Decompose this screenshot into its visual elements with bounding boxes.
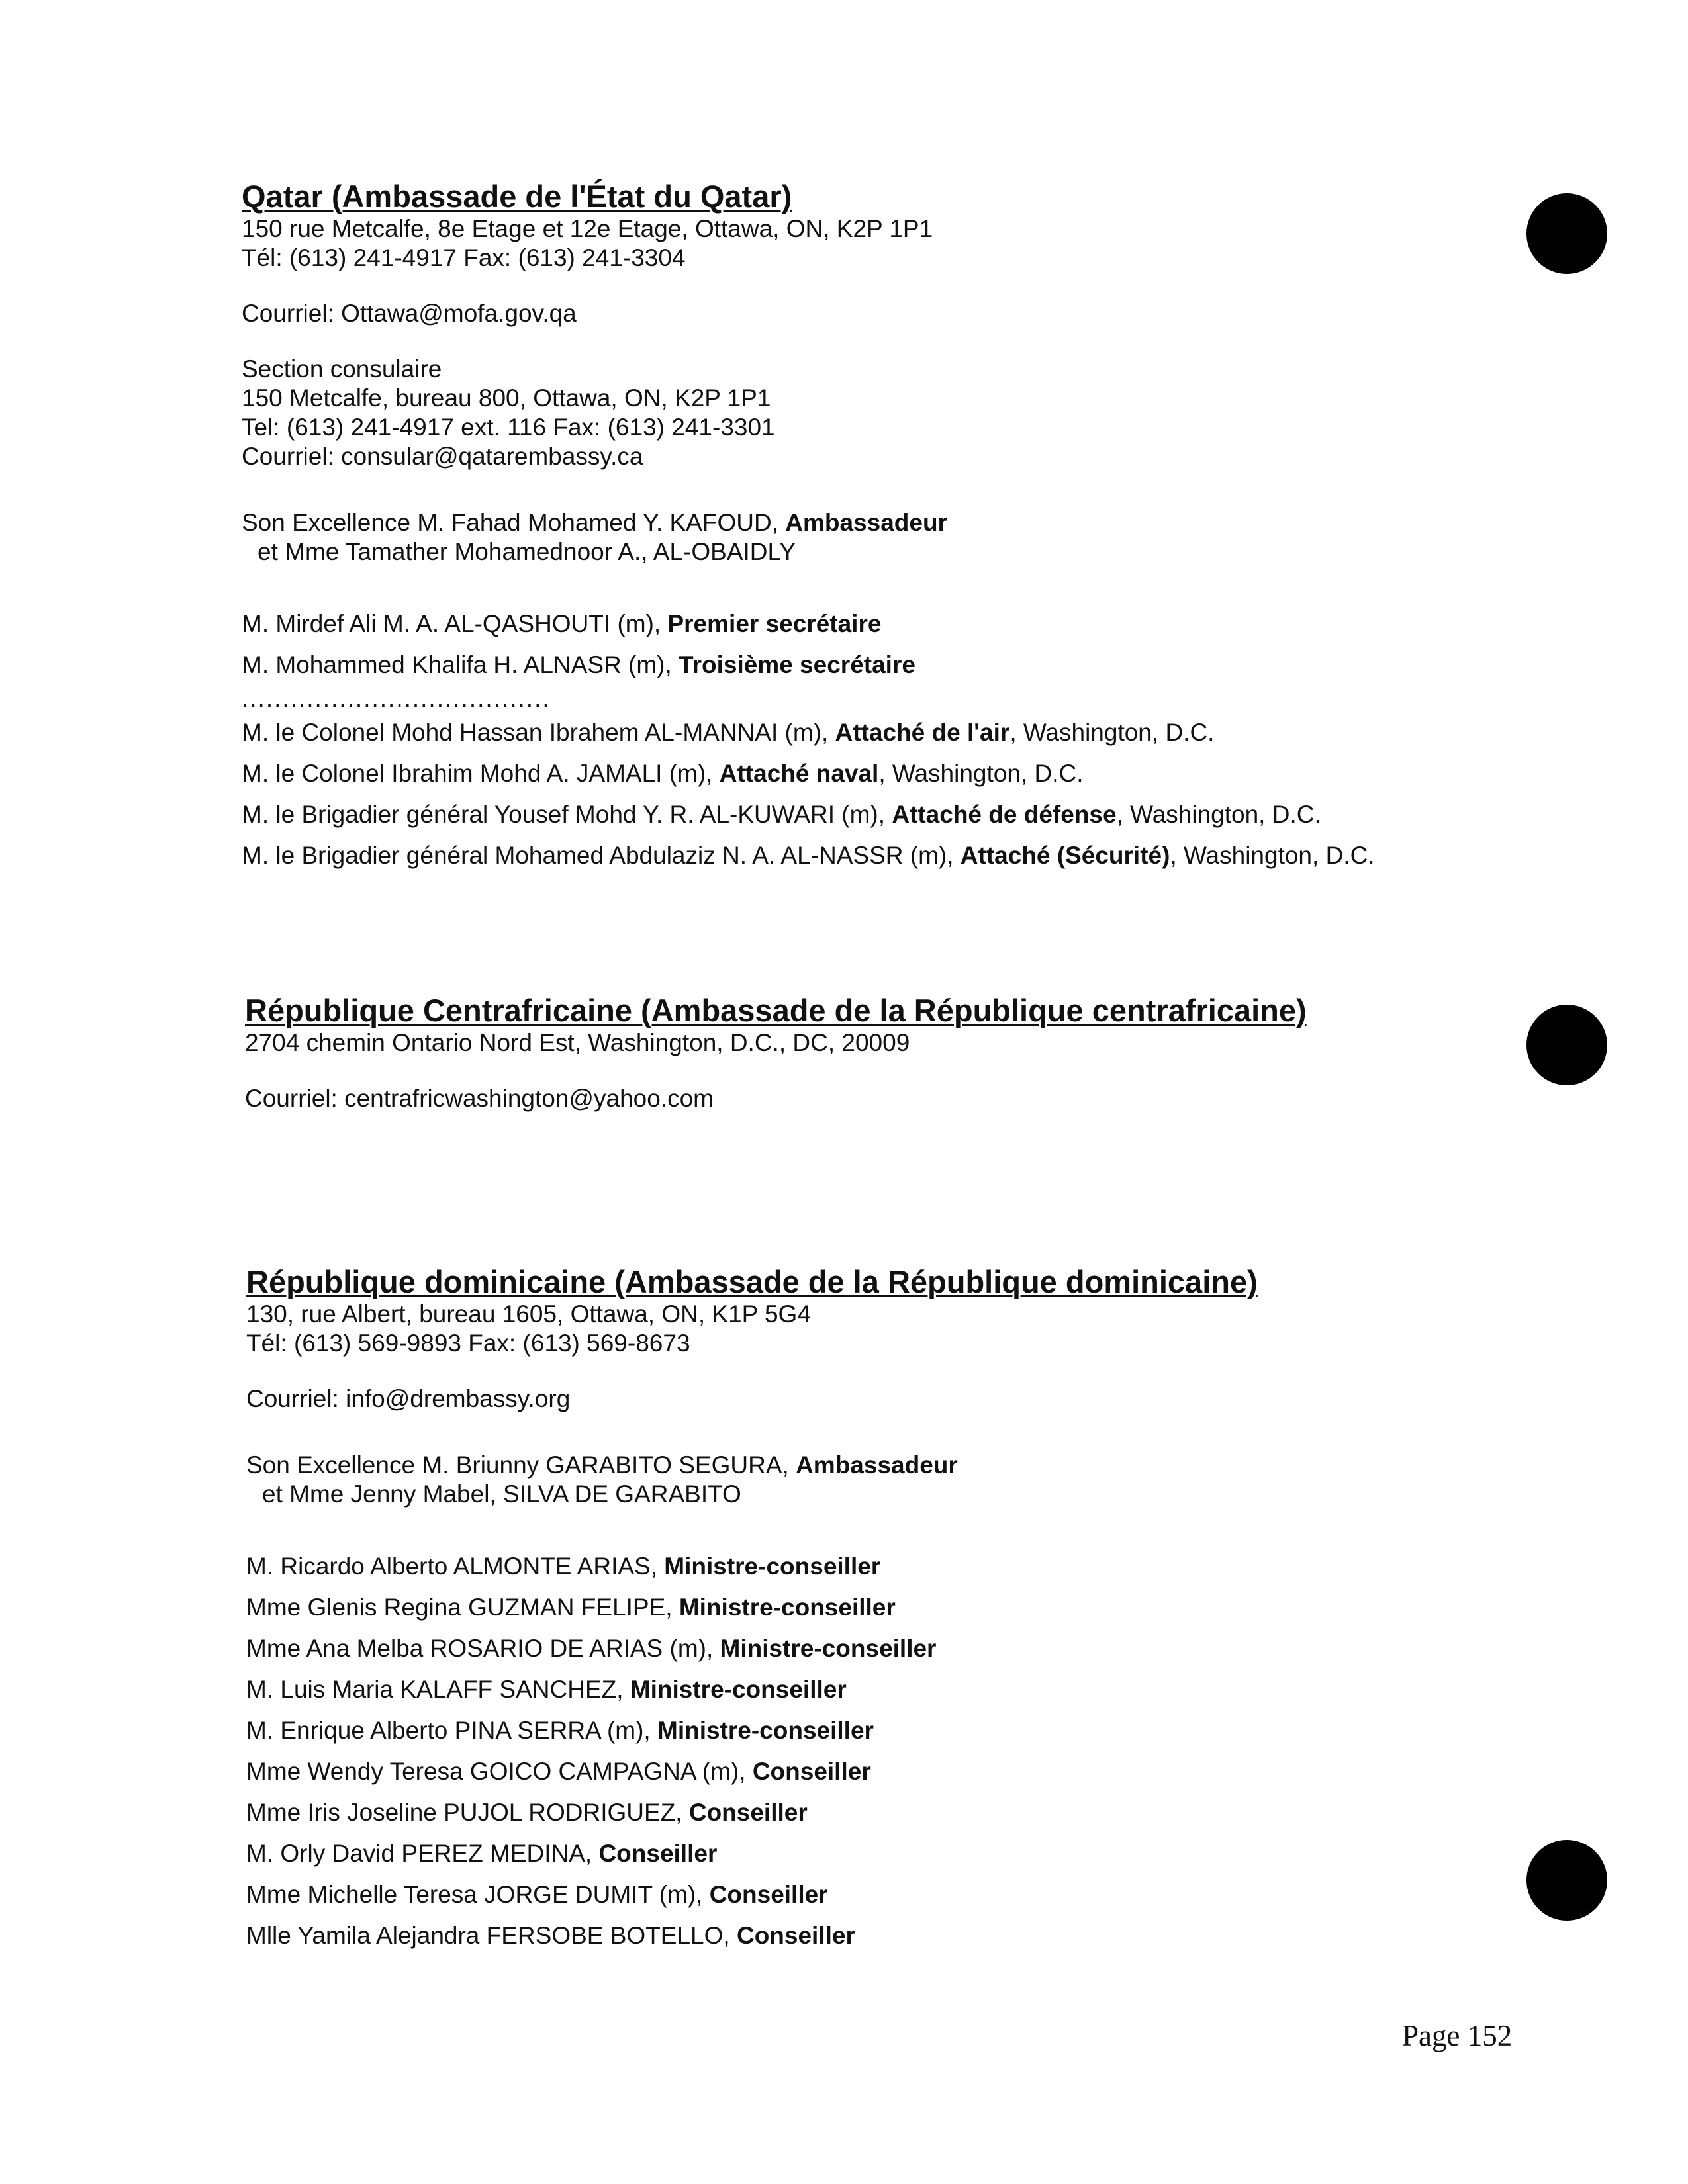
punch-hole: [1526, 1005, 1607, 1085]
staff-row: Mme Wendy Teresa GOICO CAMPAGNA (m), Conseiller: [246, 1758, 871, 1785]
ambassador-title: Ambassadeur: [796, 1451, 958, 1479]
section-heading: République Centrafricaine (Ambassade de la République centrafricaine): [245, 993, 1307, 1028]
attache-row: M. le Colonel Mohd Hassan Ibrahem AL-MANNAI (m), Attaché de l'air, Washington, D.C.: [242, 719, 1215, 746]
section-qatar: [242, 179, 1466, 871]
punch-hole: [1526, 193, 1607, 274]
email: Courriel: Ottawa@mofa.gov.qa: [242, 300, 577, 327]
staff-row: M. Enrique Alberto PINA SERRA (m), Ministre-conseiller: [246, 1717, 874, 1744]
attache-row: M. le Brigadier général Mohamed Abdulaziz N. A. AL-NASSR (m), Attaché (Sécurité), Washington, D.C.: [242, 842, 1375, 869]
staff-row: Mme Michelle Teresa JORGE DUMIT (m), Conseiller: [246, 1881, 828, 1908]
ambassador-title: Ambassadeur: [785, 509, 947, 536]
staff-row: M. Orly David PEREZ MEDINA, Conseiller: [246, 1840, 718, 1867]
email: Courriel: info@drembassy.org: [246, 1385, 571, 1412]
ambassador-spouse: et Mme Tamather Mohamednoor A., AL-OBAIDLY: [258, 538, 796, 565]
ambassador: [242, 508, 1466, 537]
staff-row: Mme Ana Melba ROSARIO DE ARIAS (m), Ministre-conseiller: [246, 1635, 937, 1662]
section-heading: Qatar (Ambassade de l'État du Qatar): [242, 179, 792, 214]
phone-fax: Tél: (613) 569-9893 Fax: (613) 569-8673: [246, 1330, 690, 1357]
staff-row: M. Luis Maria KALAFF SANCHEZ, Ministre-conseiller: [246, 1676, 847, 1703]
consular-phone: Tel: (613) 241-4917 ext. 116 Fax: (613) 241-3301: [242, 414, 775, 441]
attache-row: M. le Colonel Ibrahim Mohd A. JAMALI (m), Attaché naval, Washington, D.C.: [242, 760, 1084, 787]
section-centrafrique: [245, 993, 1470, 1113]
ambassador-name: Son Excellence M. Briunny GARABITO SEGURA,: [246, 1451, 796, 1479]
address: 150 rue Metcalfe, 8e Etage et 12e Etage, Ottawa, ON, K2P 1P1: [242, 215, 933, 242]
consular-address: 150 Metcalfe, bureau 800, Ottawa, ON, K2P 1P1: [242, 385, 771, 412]
consular-email: Courriel: consular@qatarembassy.ca: [242, 443, 643, 470]
phone-fax: Tél: (613) 241-4917 Fax: (613) 241-3304: [242, 244, 686, 271]
address: 2704 chemin Ontario Nord Est, Washington, D.C., DC, 20009: [245, 1029, 910, 1056]
consular-title: Section consulaire: [242, 355, 442, 383]
email: Courriel: centrafricwashington@yahoo.com: [245, 1085, 714, 1112]
ambassador-spouse: et Mme Jenny Mabel, SILVA DE GARABITO: [262, 1480, 741, 1508]
section-heading: République dominicaine (Ambassade de la République dominicaine): [246, 1264, 1258, 1299]
staff-row: Mlle Yamila Alejandra FERSOBE BOTELLO, Conseiller: [246, 1922, 855, 1949]
staff-row: M. Mohammed Khalifa H. ALNASR (m), Troisième secrétaire: [242, 651, 915, 678]
staff-row: Mme Iris Joseline PUJOL RODRIGUEZ, Conseiller: [246, 1799, 808, 1826]
staff-row: Mme Glenis Regina GUZMAN FELIPE, Ministre-conseiller: [246, 1594, 896, 1621]
ambassador: [246, 1451, 1471, 1480]
separator: ......................................: [242, 685, 551, 712]
punch-hole: [1526, 1840, 1607, 1921]
address: 130, rue Albert, bureau 1605, Ottawa, ON, K1P 5G4: [246, 1300, 811, 1328]
staff-row: M. Mirdef Ali M. A. AL-QASHOUTI (m), Premier secrétaire: [242, 610, 882, 637]
section-dominicaine: [246, 1264, 1471, 1956]
staff-row: M. Ricardo Alberto ALMONTE ARIAS, Ministre-conseiller: [246, 1553, 881, 1580]
ambassador-name: Son Excellence M. Fahad Mohamed Y. KAFOUD,: [242, 509, 786, 536]
page-number: Page 152: [1402, 2019, 1513, 2052]
attache-row: M. le Brigadier général Yousef Mohd Y. R. AL-KUWARI (m), Attaché de défense, Washington, D.C.: [242, 801, 1321, 828]
